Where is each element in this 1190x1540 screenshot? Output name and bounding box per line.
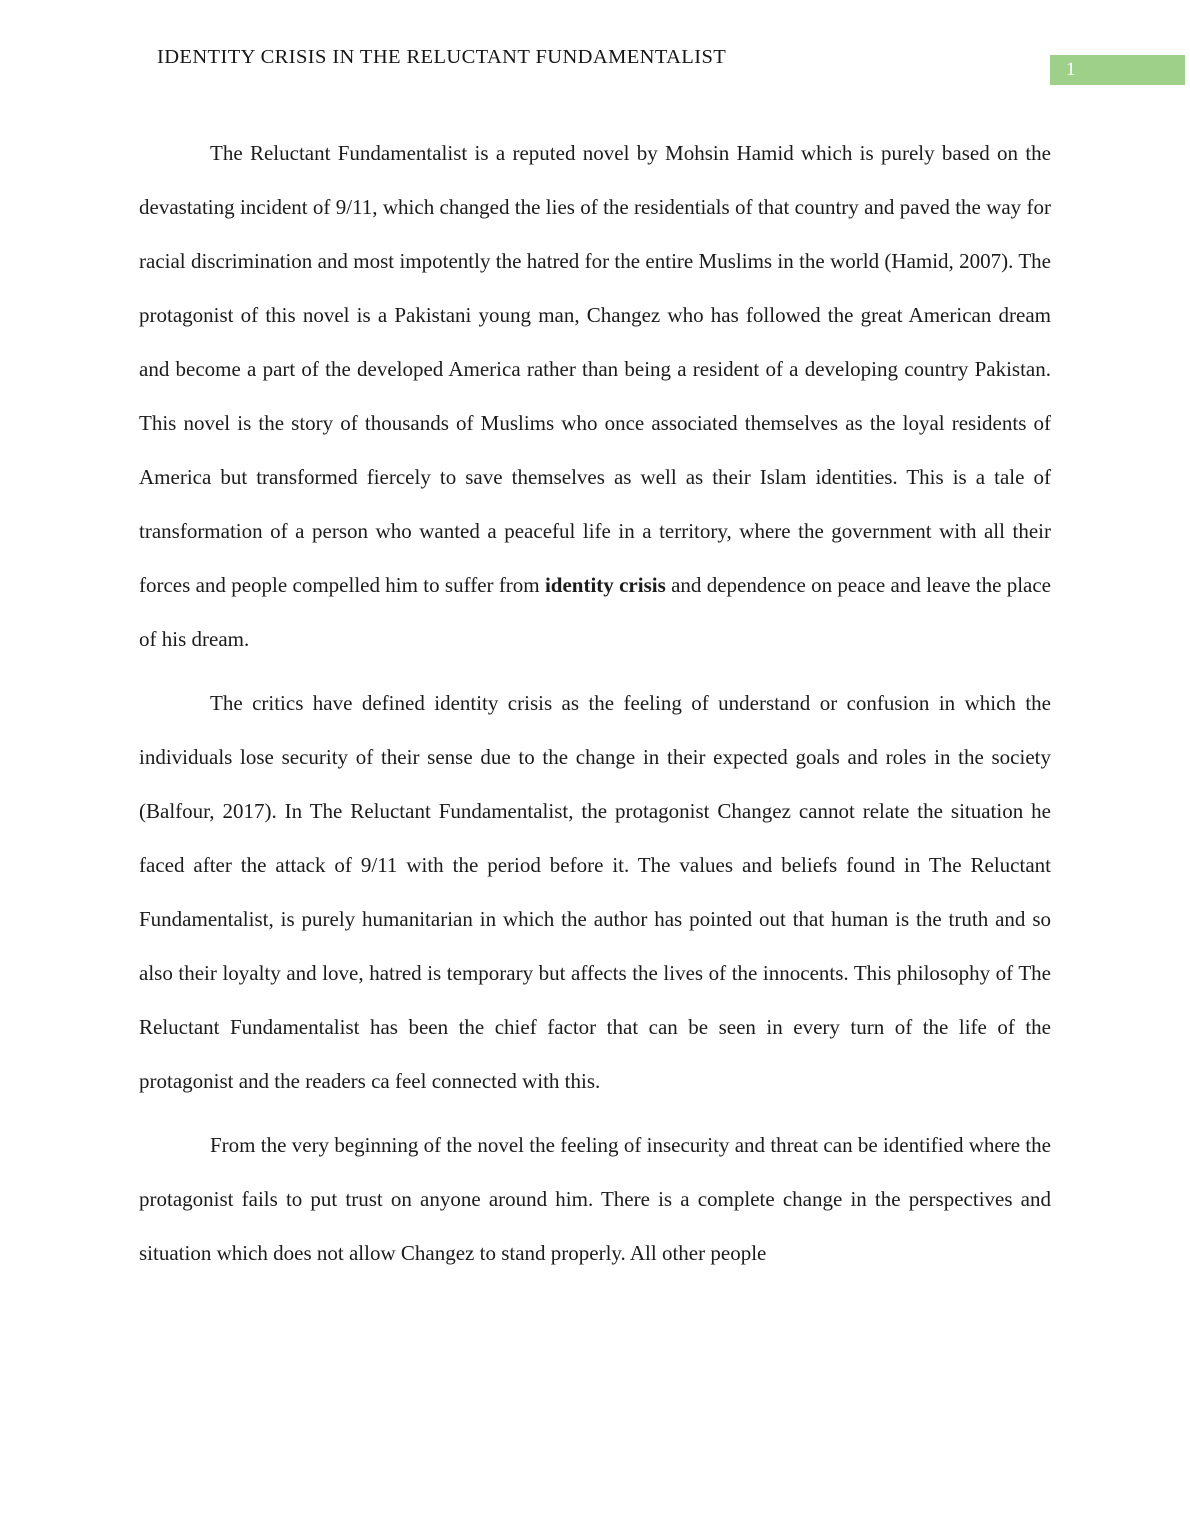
running-head-title: IDENTITY CRISIS IN THE RELUCTANT FUNDAMENTALIST bbox=[157, 46, 727, 68]
paragraph-2: The critics have defined identity crisis as the feeling of understand or confusion in which the individuals lose security of their sense due to the change in their expected goals and roles in the society (Balfour, 2017). In The Reluctant Fundamentalist, the protagonist Changez cannot relate the situation he faced after the attack of 9/11 with the period before it. The values and beliefs found in The Reluctant Fundamentalist, is purely humanitarian in which the author has pointed out that human is the truth and so also their loyalty and love, hatred is temporary but affects the lives of the innocents. This philosophy of The Reluctant Fundamentalist has been the chief factor that can be seen in every turn of the life of the protagonist and the readers ca feel connected with this. bbox=[139, 691, 1051, 1093]
paragraph-1 bbox=[139, 126, 1051, 666]
paragraph-1-bold-phrase: identity crisis bbox=[544, 573, 666, 597]
page-number-badge bbox=[1050, 55, 1185, 85]
paragraph-1-text-after-bold: and dependence on peace and leave the place of his dream. bbox=[139, 573, 1052, 651]
paragraph-1-text-before-bold: The Reluctant Fundamentalist is a reputed novel by Mohsin Hamid which is purely based on the devastating incident of 9/11, which changed the lies of the residentials of that country and paved the way for racial discrimination and most impotently the hatred for the entire Muslims in the world (Hamid, 2007). The protagonist of this novel is a Pakistani young man, Changez who has followed the great American dream and become a part of the developed America rather than being a resident of a developing country Pakistan. This novel is the story of thousands of Muslims who once associated themselves as the loyal residents of America but transformed fiercely to save themselves as well as their Islam identities. This is a tale of transformation of a person who wanted a peaceful life in a territory, where the government with all their forces and people compelled him to suffer from bbox=[139, 141, 1051, 597]
document-body bbox=[139, 126, 1051, 1290]
page-number: 1 bbox=[1066, 59, 1076, 80]
paragraph-3: From the very beginning of the novel the feeling of insecurity and threat can be identified where the protagonist fails to put trust on anyone around him. There is a complete change in the perspectives and situation which does not allow Changez to stand properly. All other people bbox=[139, 1133, 1051, 1265]
